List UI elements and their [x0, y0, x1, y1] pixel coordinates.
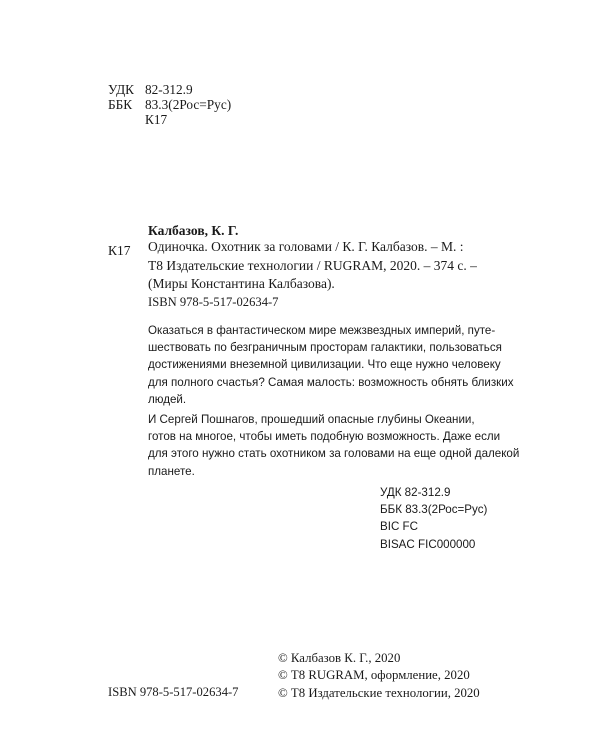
udk-row: [108, 82, 231, 97]
annotation-line: для этого нужно стать охотником за головами на еще одной далекой: [148, 447, 520, 461]
bbk-label: ББК: [108, 97, 133, 112]
copyright-line: © Т8 RUGRAM, оформление, 2020: [278, 668, 470, 683]
bottom-classification: [380, 484, 487, 553]
bbk-value: 83.3(2Рос=Рус): [145, 97, 232, 112]
author-mark-label: [108, 112, 145, 127]
annotation-line: И Сергей Пошнагов, прошедший опасные глубины Океании,: [148, 413, 475, 427]
top-classification: [108, 82, 231, 127]
bbk-row: [108, 97, 231, 112]
annotation: [148, 322, 520, 480]
bottom-bic: BIC FC: [380, 520, 419, 534]
annotation-line: готов на многое, чтобы иметь подобную возможность. Даже если: [148, 430, 501, 444]
copyright-block: [278, 650, 480, 702]
annotation-paragraph-2: [148, 411, 520, 480]
udk-label: УДК: [108, 82, 135, 97]
author-mark: К17: [108, 243, 131, 258]
isbn-mid: ISBN 978-5-517-02634-7: [148, 295, 279, 309]
annotation-line: шествовать по безграничным просторам галактики, пользоваться: [148, 341, 502, 355]
description-line: Т8 Издательские технологии / RUGRAM, 2020. – 374 с. –: [148, 257, 477, 273]
copyright-line: © Калбазов К. Г., 2020: [278, 651, 401, 665]
annotation-paragraph-1: [148, 322, 514, 408]
bibliographic-description: [148, 238, 493, 294]
bottom-udk: УДК 82-312.9: [380, 486, 451, 499]
author-mark-row: [108, 112, 231, 127]
isbn-bottom: ISBN 978-5-517-02634-7: [108, 685, 239, 699]
annotation-line: планете.: [148, 464, 195, 478]
annotation-line: людей.: [148, 392, 187, 406]
annotation-line: для полного счастья? Самая малость: возможность обнять близких: [148, 375, 514, 389]
author-heading: Калбазов, К. Г.: [148, 223, 239, 238]
description-line: Одиночка. Охотник за головами / К. Г. Калбазов. – М. :: [148, 239, 464, 254]
udk-value: 82-312.9: [145, 82, 193, 97]
copyright-line: © Т8 Издательские технологии, 2020: [278, 685, 480, 700]
annotation-line: достижениями внеземной цивилизации. Что еще нужно человеку: [148, 358, 501, 372]
bottom-bbk: ББК 83.3(2Рос=Рус): [380, 503, 488, 517]
description-line: (Миры Константина Калбазова).: [148, 276, 335, 291]
annotation-line: Оказаться в фантастическом мире межзвездных империй, путе-: [148, 324, 496, 337]
author-mark-value: К17: [145, 112, 168, 127]
bottom-bisac: BISAC FIC000000: [380, 537, 476, 551]
